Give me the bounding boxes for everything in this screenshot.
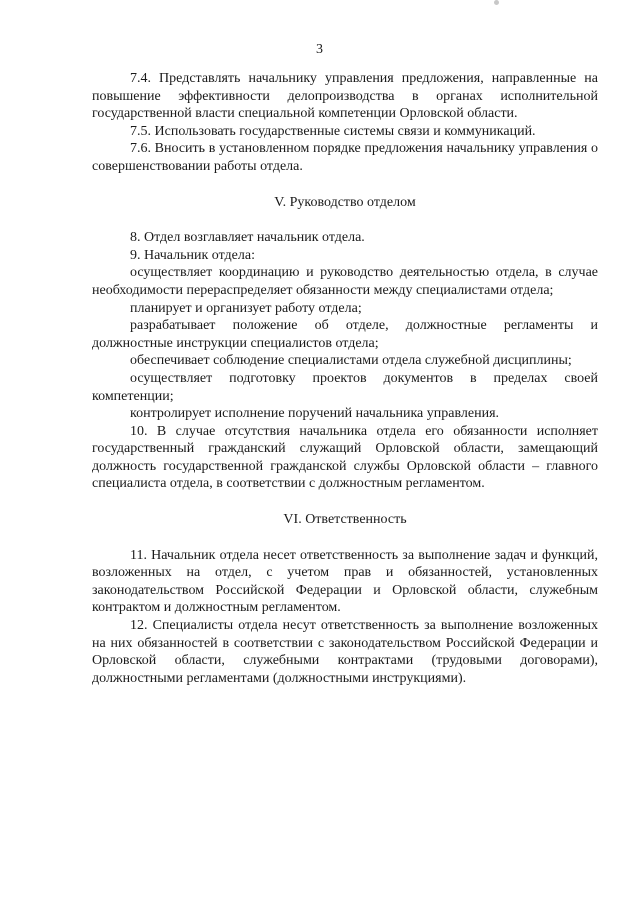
paragraph-7-6: 7.6. Вносить в установленном порядке предложения начальнику управления о совершенствовании работы отдела. <box>92 141 598 174</box>
paragraph-11: 11. Начальник отдела несет ответственность за выполнение задач и функций, возложенных на отдел, с учетом прав и обязанностей, установленных законодательством Российской Федерации и Орловской области, служебным контрактом и должностным регламентом. <box>92 547 598 616</box>
duty-item: контролирует исполнение поручений начальника управления. <box>130 406 500 422</box>
paragraph-7-4: 7.4. Представлять начальнику управления предложения, направленные на повышение эффективности делопроизводства в органах исполнительной государственной власти специальной компетенции Орловской области. <box>92 71 598 122</box>
document-body <box>92 70 598 687</box>
paragraph-10: 10. В случае отсутствия начальника отдела его обязанности исполняет государственный гражданский служащий Орловской области, замещающий должность государственной гражданской службы Орловской области – главного специалиста отдела, в соответствии с должностным регламентом. <box>92 423 598 492</box>
paragraph-12: 12. Специалисты отдела несут ответственность за выполнение возложенных на них обязанностей в соответствии с законодательством Российской Федерации и Орловской области, служебными контрактами (трудовыми договорами), должностными регламентами (должностными инструкциями). <box>92 618 598 686</box>
duty-item: обеспечивает соблюдение специалистами отдела служебной дисциплины; <box>130 353 572 369</box>
duty-item: планирует и организует работу отдела; <box>130 300 362 316</box>
duty-item: разрабатывает положение об отделе, должностные регламенты и должностные инструкции специалистов отдела; <box>92 318 598 351</box>
duty-item: осуществляет подготовку проектов документов в пределах своей компетенции; <box>92 370 598 404</box>
section-heading-vi: VI. Ответственность <box>283 512 407 528</box>
section-heading-v: V. Руководство отделом <box>274 194 416 210</box>
page-number: 3 <box>316 42 323 57</box>
scan-speck <box>494 0 499 5</box>
paragraph-8: 8. Отдел возглавляет начальник отдела. <box>130 230 365 246</box>
duty-item: осуществляет координацию и руководство деятельностью отдела, в случае необходимости перераспределяет обязанности между специалистами отдела; <box>92 265 598 298</box>
paragraph-7-5: 7.5. Использовать государственные системы связи и коммуникаций. <box>130 123 536 139</box>
paragraph-9: 9. Начальник отдела: <box>130 247 255 263</box>
